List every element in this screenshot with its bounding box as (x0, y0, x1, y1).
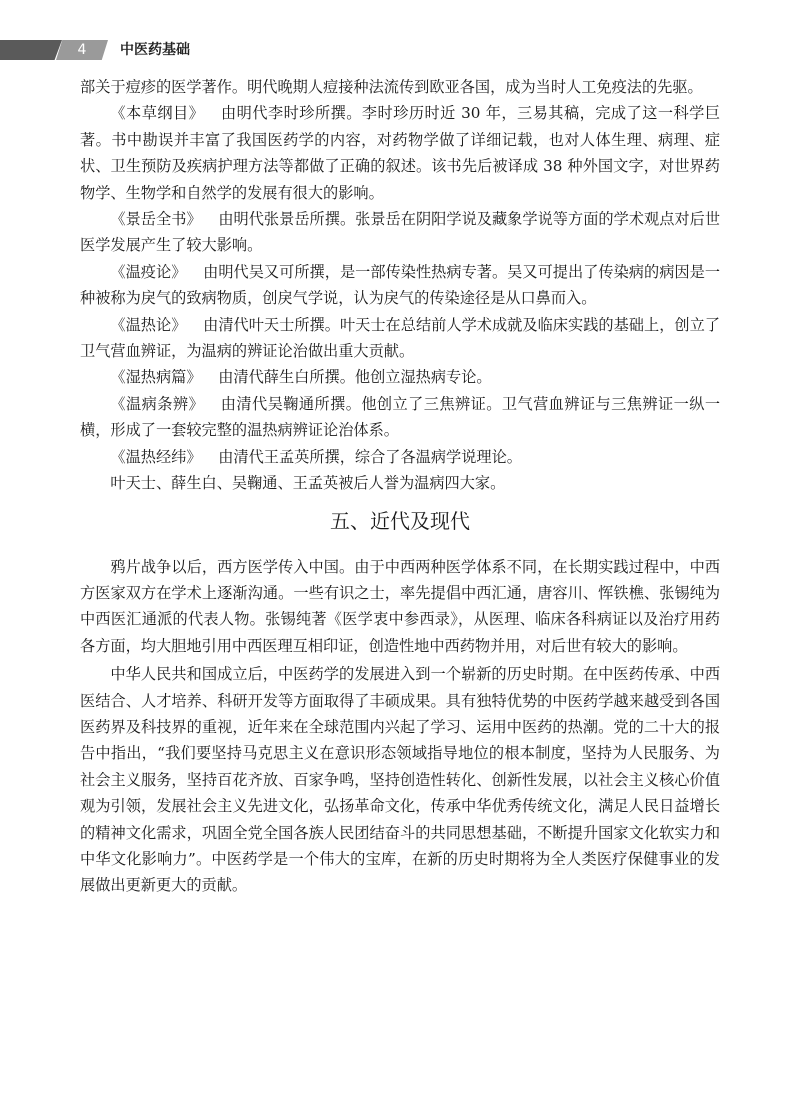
paragraph-wenyi-lun (80, 259, 720, 312)
work-title: 《景岳全书》 (110, 210, 202, 229)
book-title: 中医药基础 (120, 42, 190, 58)
paragraph-text: 由清代薛生白所撰。他创立湿热病专论。 (218, 368, 492, 387)
paragraph-wenre-lun (80, 312, 720, 365)
paragraph-text: 鸦片战争以后，西方医学传入中国。由于中西两种医学体系不同，在长期实践过程中，中西方医家双方在学术上逐渐沟通。一些有识之士，率先提倡中西汇通，唐容川、恽铁樵、张锡纯为中西医汇通派的代表人物。张锡纯著《医学衷中参西录》，从医理、临床各科病证以及治疗用药各方面，均大胆地引用中西医理互相印证，创造性地中西药物并用，对后世有较大的影响。 (80, 557, 720, 655)
paragraph-wenbing-tiaobian (80, 391, 720, 444)
work-title: 《温热论》 (110, 315, 187, 334)
work-title: 《温疫论》 (110, 262, 187, 281)
header-decor-bar (0, 40, 62, 60)
paragraph-jingyue-quanshu (80, 206, 720, 259)
paragraph-wenre-jingwei (80, 444, 720, 470)
paragraph-text: 部关于痘疹的医学著作。明代晚期人痘接种法流传到欧亚各国，成为当时人工免疫法的先驱。 (80, 78, 703, 96)
paragraph (80, 74, 720, 100)
paragraph-contemporary (80, 661, 720, 899)
paragraph-text: 中华人民共和国成立后，中医药学的发展进入到一个崭新的历史时期。在中医药传承、中西医结合、人才培养、科研开发等方面取得了丰硕成果。具有独特优势的中医药学越来越受到各国医药界及科技界的重视，近年来在全球范围内兴起了学习、运用中医药的热潮。党的二十大的报告中指出，“我们要坚持马克思主义在意识形态领域指导地位的根本制度，坚持为人民服务、为社会主义服务，坚持百花齐放、百家争鸣，坚持创造性转化、创新性发展，以社会主义核心价值观为引领，发展社会主义先进文化，弘扬革命文化，传承中华优秀传统文化，满足人民日益增长的精神文化需求，巩固全党全国各族人民团结奋斗的共同思想基础，不断提升国家文化软实力和中华文化影响力”。中医药学是一个伟大的宝库，在新的历史时期将为全人类医疗保健事业的发展做出更新更大的贡献。 (80, 665, 720, 895)
paragraph-text: 由明代张景岳所撰。张景岳在阴阳学说及藏象学说等方面的学术观点对后世医学发展产生了较大影响。 (80, 210, 721, 255)
work-title: 《本草纲目》 (110, 104, 205, 123)
page-body (80, 74, 720, 899)
paragraph-text: 由明代吴又可所撰，是一部传染性热病专著。吴又可提出了传染病的病因是一种被称为戾气的致病物质，创戾气学说，认为戾气的传染途径是从口鼻而入。 (80, 262, 721, 308)
paragraph-text: 由清代吴鞠通所撰。他创立了三焦辨证。卫气营血辨证与三焦辨证一纵一横，形成了一套较完整的温热病辨证论治体系。 (80, 394, 721, 440)
paragraph-bencao-gangmu (80, 100, 720, 206)
work-title: 《湿热病篇》 (110, 368, 202, 387)
paragraph-text: 叶天士、薛生白、吴鞠通、王孟英被后人誉为温病四大家。 (110, 474, 506, 493)
work-title: 《温病条辨》 (110, 394, 205, 413)
page-number: 4 (77, 42, 87, 58)
paragraph-shirebing-pian (80, 364, 720, 390)
section-heading: 五、近代及现代 (330, 508, 470, 533)
paragraph-text: 由清代叶天士所撰。叶天士在总结前人学术成就及临床实践的基础上，创立了卫气营血辨证，为温病的辨证论治做出重大贡献。 (80, 315, 721, 361)
paragraph-text: 由清代王孟英所撰，综合了各温病学说理论。 (218, 447, 522, 466)
paragraph-text: 由明代李时珍所撰。李时珍历时近 30 年，三易其稿，完成了这一科学巨著。书中勘误并丰富了我国医药学的内容，对药物学做了详细记载，也对人体生理、病理、症状、卫生预防及疾病护理方法等都做了正确的叙述。该书先后被译成 38 种外国文字，对世界药物学、生物学和自然学的发展有很大的影响。 (80, 104, 721, 202)
work-title: 《温热经纬》 (110, 447, 202, 466)
page-header (0, 38, 800, 62)
paragraph-four-masters (80, 470, 720, 496)
paragraph-modern-history (80, 554, 720, 660)
